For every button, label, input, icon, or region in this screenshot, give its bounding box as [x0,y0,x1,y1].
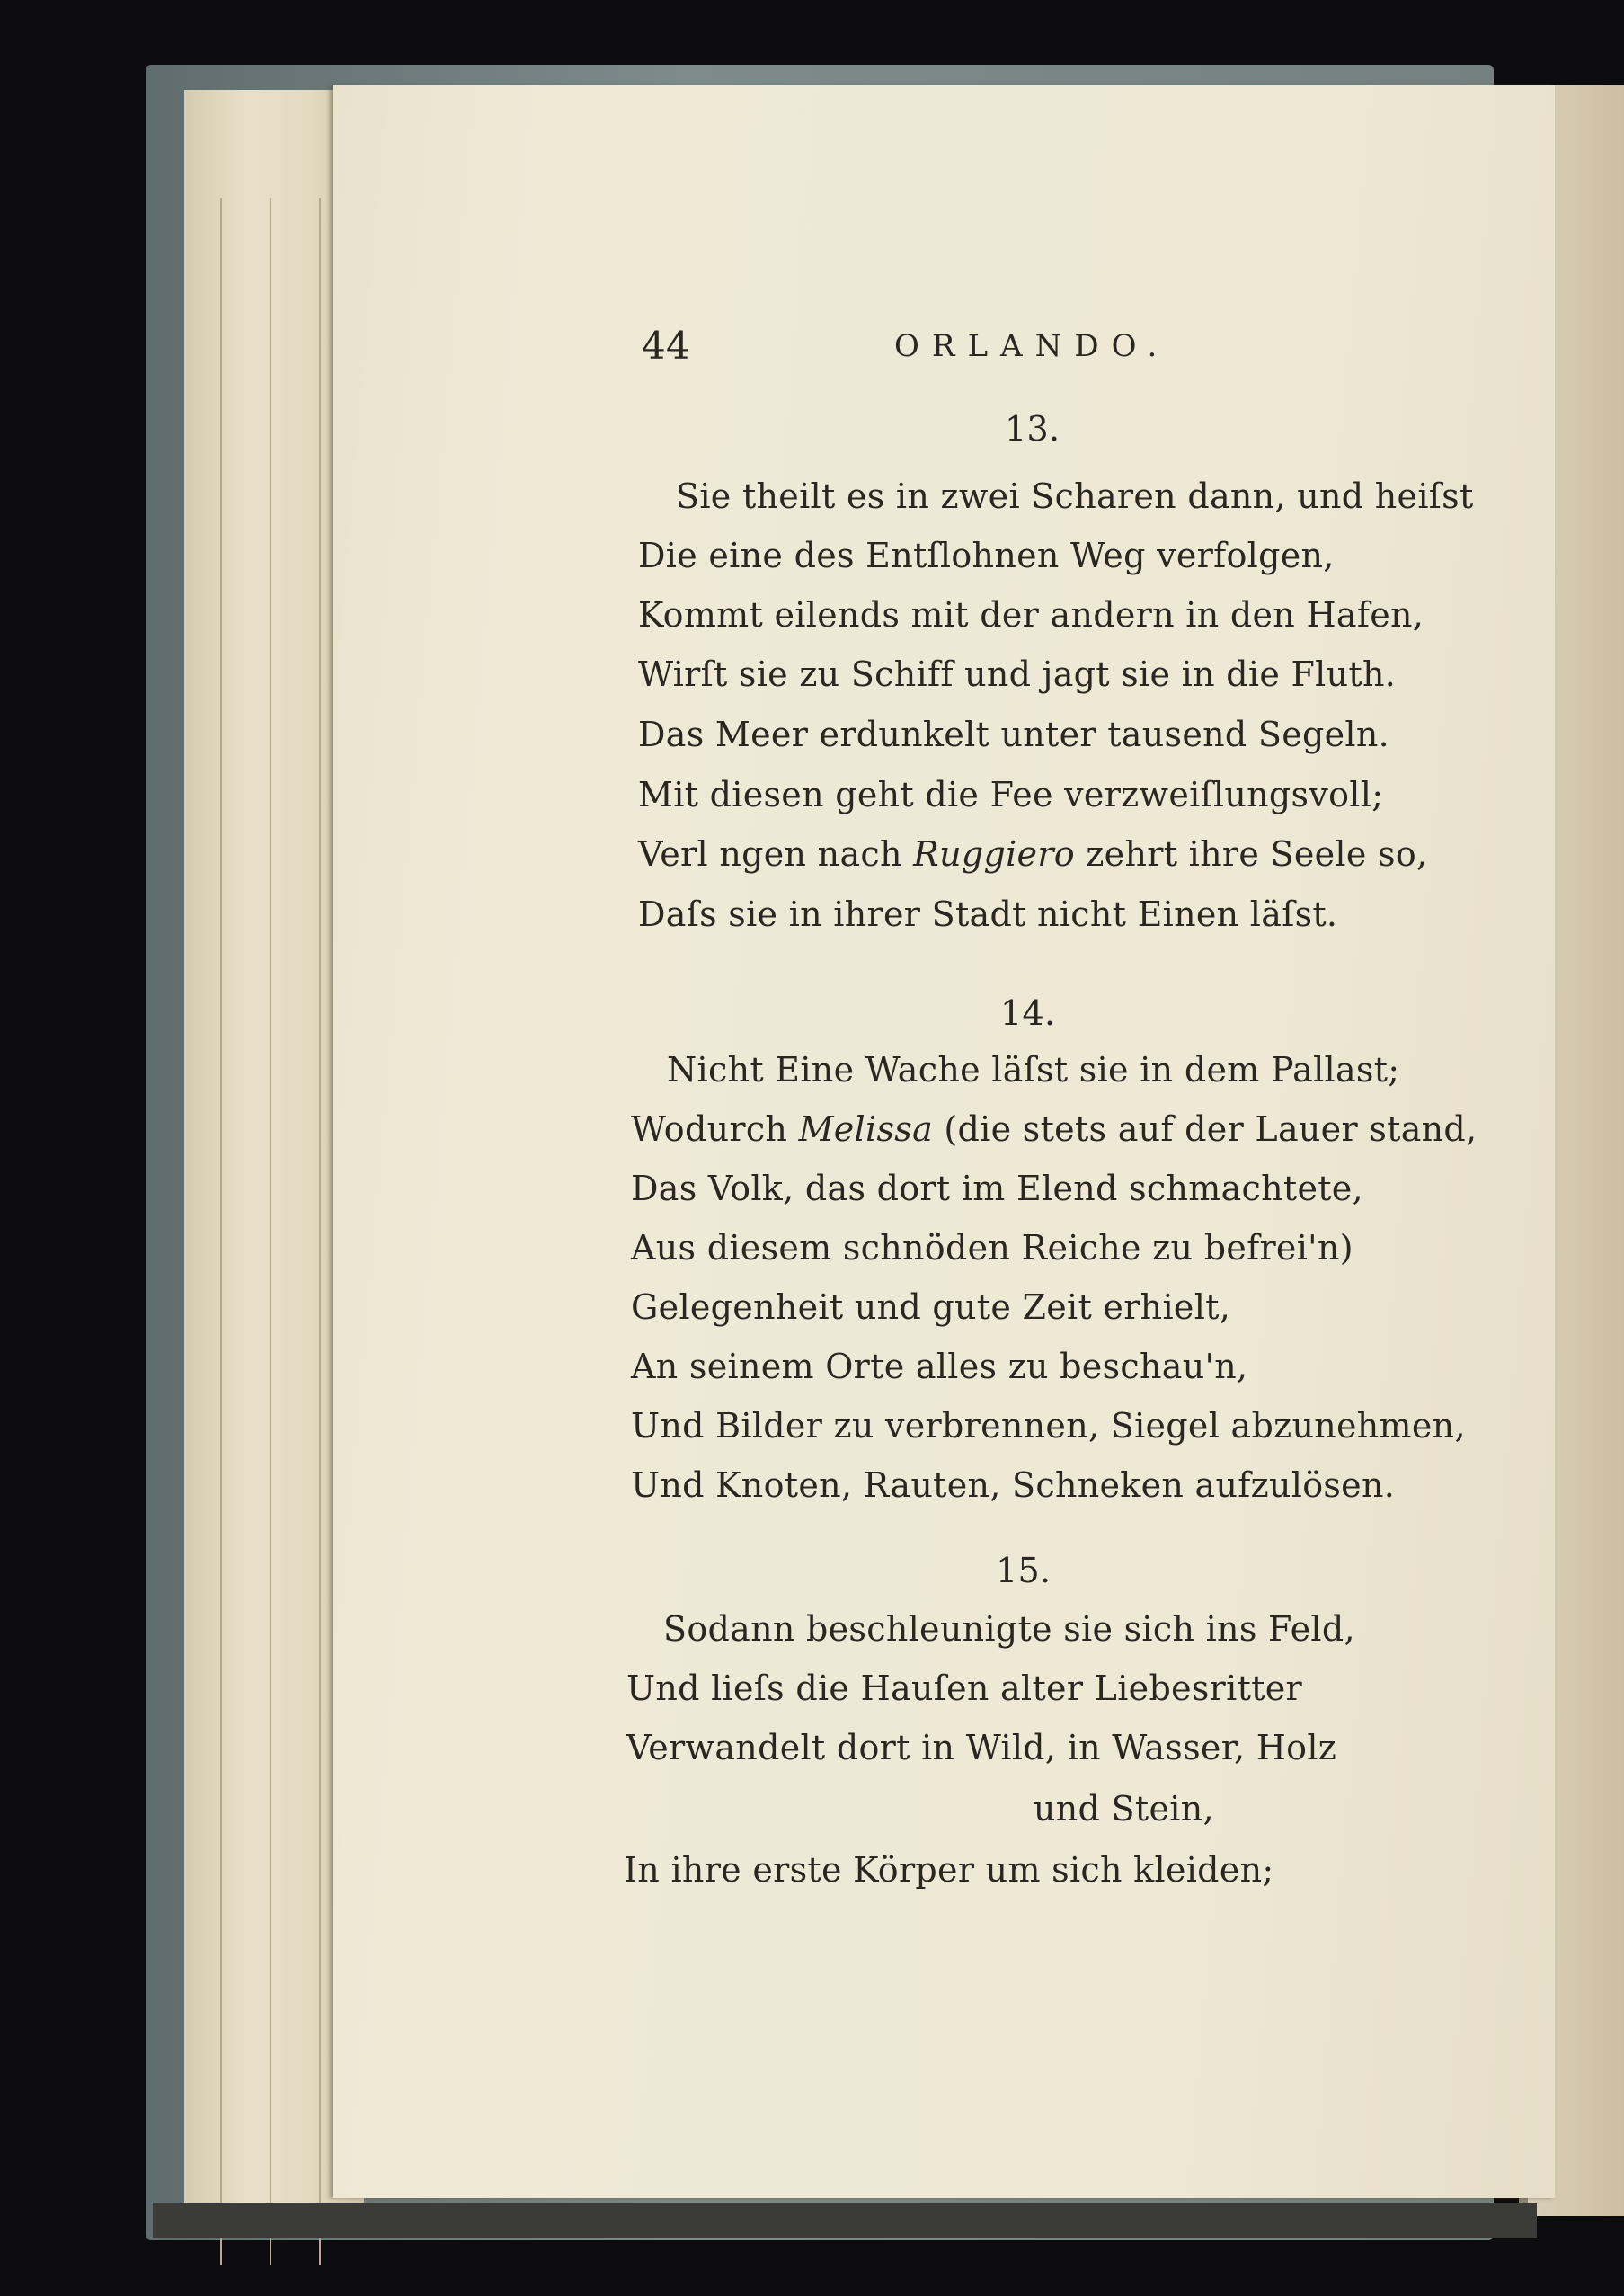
verse-line: Wodurch Melissa (die stets auf der Lauer stand, [631,1109,1478,1149]
verse-line: Und Knoten, Rauten, Schneken aufzulösen. [631,1465,1396,1505]
page-edge-line [220,198,222,2265]
verse-line: Und Bilder zu verbrennen, Siegel abzunehmen, [631,1406,1466,1446]
verse-line: Die eine des Entſlohnen Weg verfolgen, [638,536,1335,575]
page-edge-line [319,198,321,2265]
verse-line: Das Volk, das dort im Elend schmachtete, [631,1169,1363,1208]
stanza-number: 13. [1005,409,1060,449]
running-head: ORLANDO. [894,328,1170,364]
verse-line: Und lieſs die Hauſen alter Liebesritter [626,1669,1302,1708]
italic-name: Melissa [798,1109,934,1149]
verse-line: Das Meer erdunkelt unter tausend Segeln. [638,715,1390,754]
verse-line: Daſs sie in ihrer Stadt nicht Einen läſst. [638,894,1338,934]
verse-line: Wirſt sie zu Schiff und jagt sie in die Fluth. [638,654,1397,694]
stanza-number: 15. [996,1551,1052,1590]
verse-line: Gelegenheit und gute Zeit erhielt, [631,1287,1231,1327]
verse-line: Verwandelt dort in Wild, in Wasser, Holz [626,1728,1337,1767]
verse-line: In ihre erste Körper um sich kleiden; [624,1850,1274,1890]
verse-line: Aus diesem schnöden Reiche zu befrei'n) [631,1228,1353,1268]
verse-line: Kommt eilends mit der andern in den Hafen, [638,595,1424,635]
verse-line: Nicht Eine Wache läſst sie in dem Pallast; [667,1050,1400,1090]
verse-line: Mit diesen geht die Fee verzweiſlungsvoll; [638,775,1384,814]
verse-line: Sie theilt es in zwei Scharen dann, und heiſst [676,476,1474,516]
verse-line-continuation: und Stein, [1034,1789,1214,1829]
page-number: 44 [642,324,691,368]
page-edge-line [270,198,271,2265]
verse-line: Verl ngen nach Ruggiero zehrt ihre Seele so, [638,834,1428,874]
verse-line: An seinem Orte alles zu beschau'n, [631,1347,1248,1386]
italic-name: Ruggiero [913,834,1075,874]
cover-bottom-edge [153,2203,1537,2238]
stanza-number: 14. [1000,993,1056,1033]
verse-line: Sodann beschleunigte sie sich ins Feld, [663,1609,1355,1649]
